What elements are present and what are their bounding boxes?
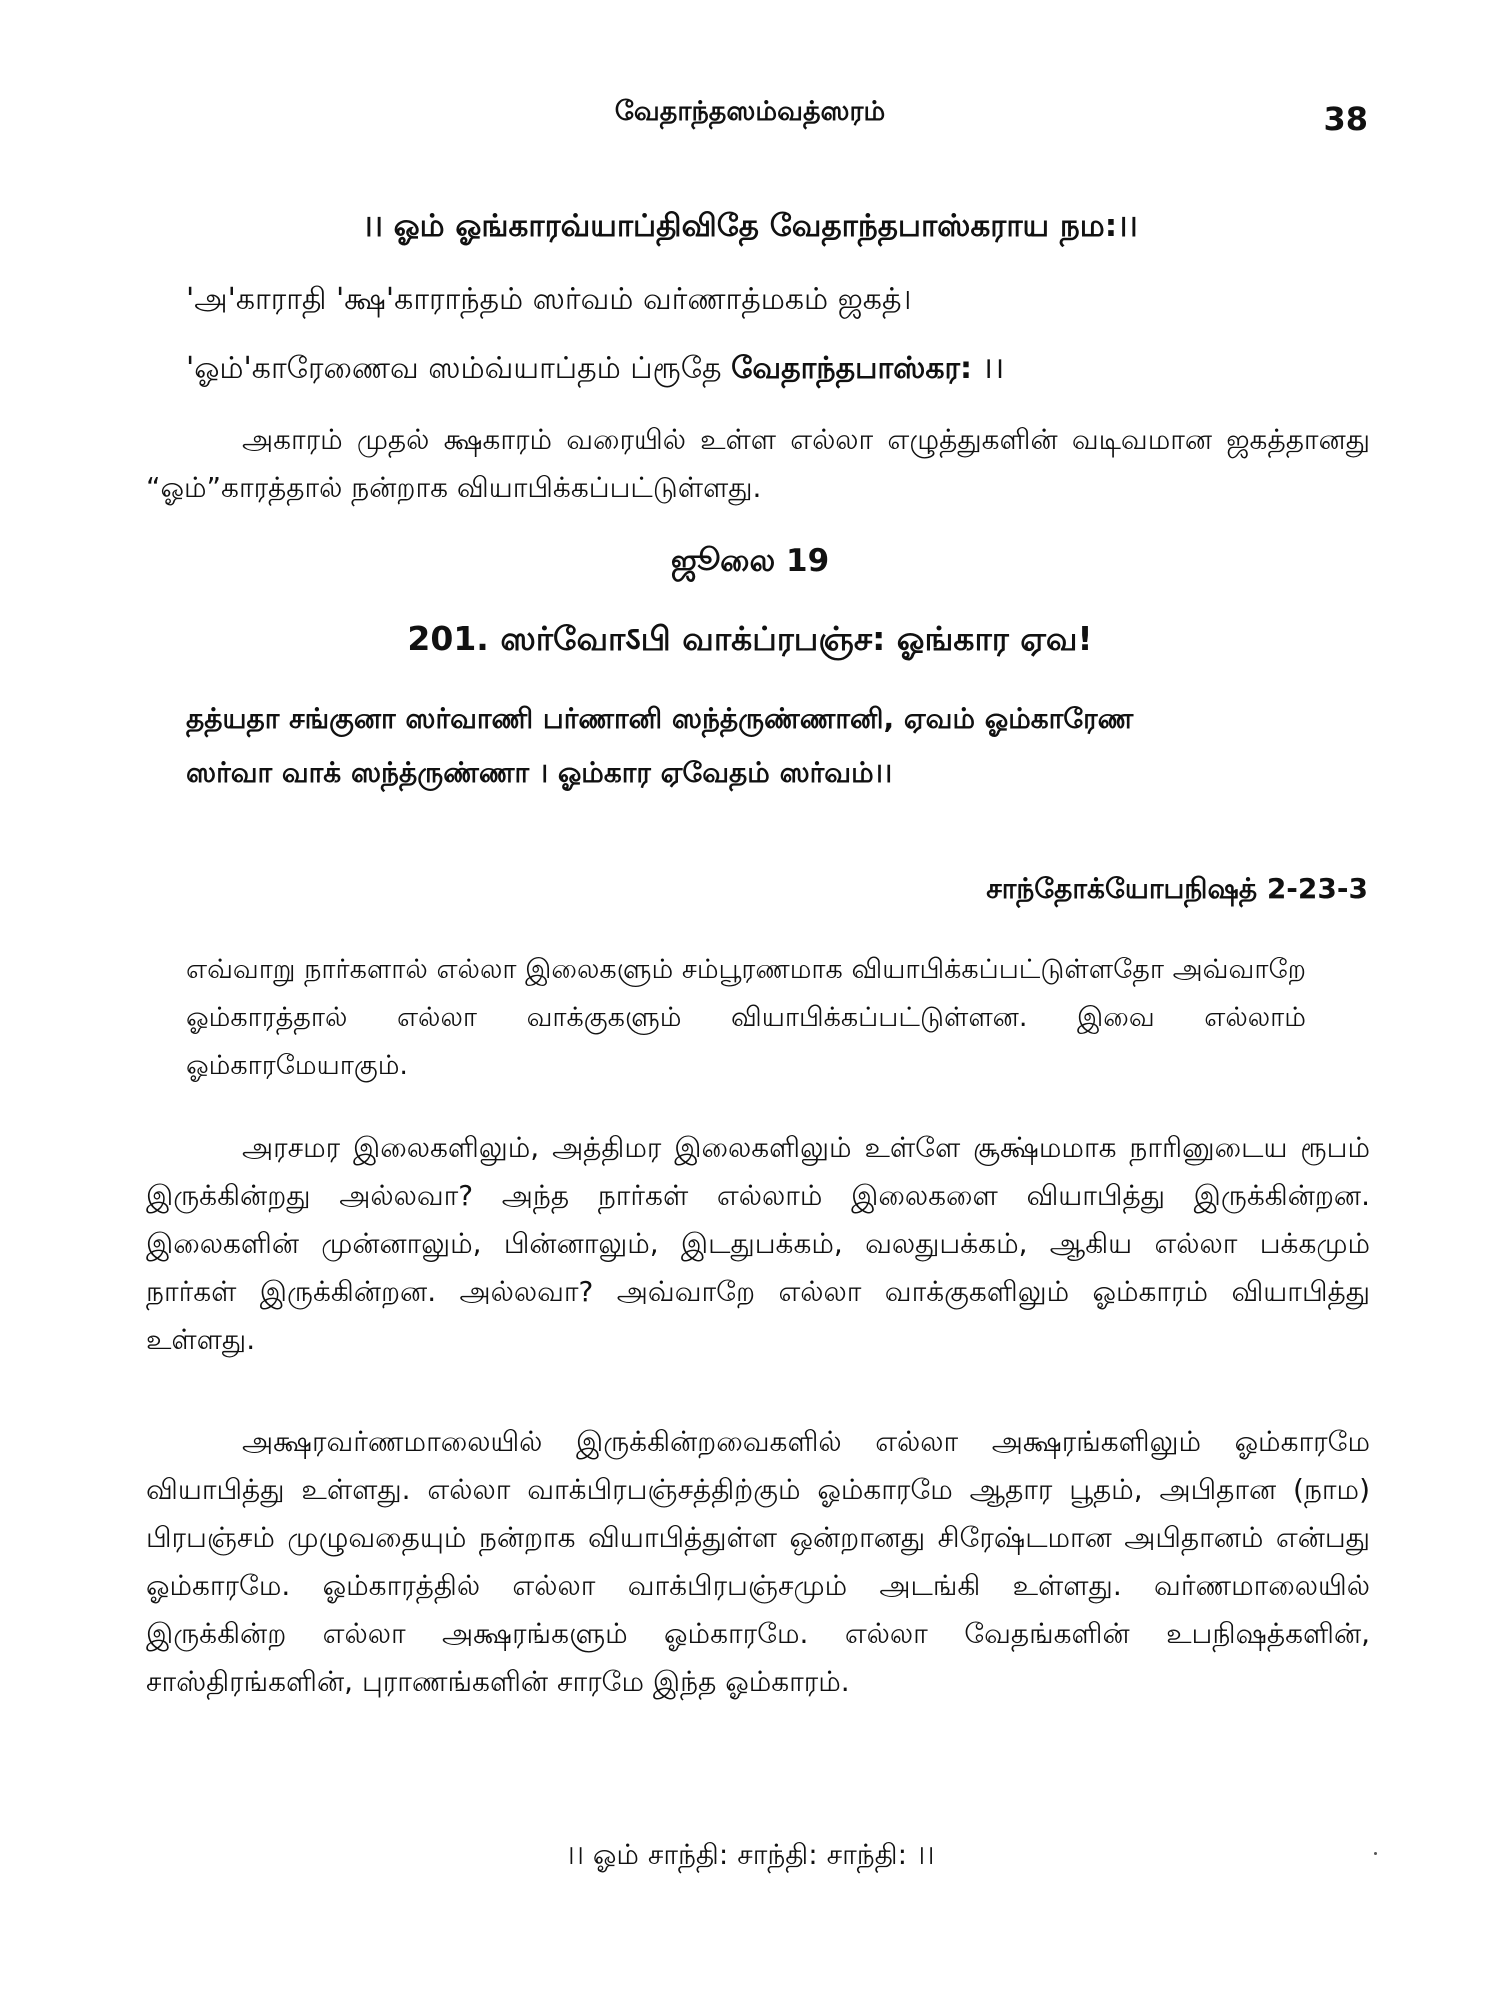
invocation-line: ।। ஓம் ஓங்காரவ்யாப்திவிதே வேதாந்தபாஸ்கராய நம:।। [362,208,1138,244]
verse-line-2-end: ।। [981,351,1005,386]
verse-meaning-paragraph: அகாரம் முதல் க்ஷகாரம் வரையில் உள்ள எல்லா எழுத்துகளின் வடிவமான ஜகத்தானது “ஓம்”காரத்தால் நன்றாக வியாபிக்கப்பட்டுள்ளது. [146,423,1370,504]
page-number: 38 [1323,100,1368,138]
source-citation: சாந்தோக்யோபநிஷத் 2-23-3 [986,872,1368,905]
verse-line-2 [186,346,1004,390]
sanskrit-quote: தத்யதா சங்குனா ஸர்வாணி பர்ணானி ஸந்த்ருண்ணானி, ஏவம் ஓம்காரேண ஸர்வா வாக் ஸந்த்ருண்ணா । ஓம்கார ஏவேதம் ஸர்வம்।। [186,702,1134,789]
commentary-paragraph-2: அக்ஷரவர்ணமாலையில் இருக்கின்றவைகளில் எல்லா அக்ஷரங்களிலும் ஓம்காரமே வியாபித்து உள்ளது. எல்லா வாக்பிரபஞ்சத்திற்கும் ஓம்காரமே ஆதார பூதம், அபிதான (நாம) பிரபஞ்சம் முழுவதையும் நன்றாக வியாபித்துள்ள ஒன்றானது சிரேஷ்டமான அபிதானம் என்பது ஓம்காரமே. ஓம்காரத்தில் எல்லா வாக்பிரபஞ்சமும் அடங்கி உள்ளது. வர்ணமாலையில் இருக்கின்ற எல்லா அக்ஷரங்களும் ஓம்காரமே. எல்லா வேதங்களின் உபநிஷத்களின், சாஸ்திரங்களின், புராணங்களின் சாரமே இந்த ஓம்காரம். [146,1425,1370,1698]
quote-meaning-paragraph: எவ்வாறு நார்களால் எல்லா இலைகளும் சம்பூரணமாக வியாபிக்கப்பட்டுள்ளதோ அவ்வாறே ஓம்காரத்தால் எல்லா வாக்குகளும் வியாபிக்கப்பட்டுள்ளன. இவை எல்லாம் ஓம்காரமேயாகும். [186,954,1306,1081]
verse-line-2-text: 'ஓம்'காரேணைவ ஸம்வ்யாப்தம் ப்ரூதே [186,351,722,386]
closing-invocation: ।। ஓம் சாந்தி: சாந்தி: சாந்தி: ।। [565,1838,935,1871]
verse-line-2-emphasis: வேதாந்தபாஸ்கர: [731,351,973,386]
date-heading: ஜூலை 19 [670,543,830,579]
section-title: 201. ஸர்வோऽபி வாக்ப்ரபஞ்ச: ஓங்கார ஏவ! [407,619,1093,658]
commentary-paragraph-1: அரசமர இலைகளிலும், அத்திமர இலைகளிலும் உள்ளே சூக்ஷ்மமாக நாரினுடைய ரூபம் இருக்கின்றது அல்லவா? அந்த நார்கள் எல்லாம் இலைகளை வியாபித்து இருக்கின்றன. இலைகளின் முன்னாலும், பின்னாலும், இடதுபக்கம், வலதுபக்கம், ஆகிய எல்லா பக்கமும் நார்கள் இருக்கின்றன. அல்லவா? அவ்வாறே எல்லா வாக்குகளிலும் ஓம்காரம் வியாபித்து உள்ளது. [146,1131,1370,1356]
running-header: வேதாந்தஸம்வத்ஸரம் [614,96,886,127]
verse-line-1: 'அ'காராதி 'க்ஷ'காராந்தம் ஸர்வம் வர்ணாத்மகம் ஜகத்। [186,282,912,317]
scan-speck [1374,1852,1377,1855]
